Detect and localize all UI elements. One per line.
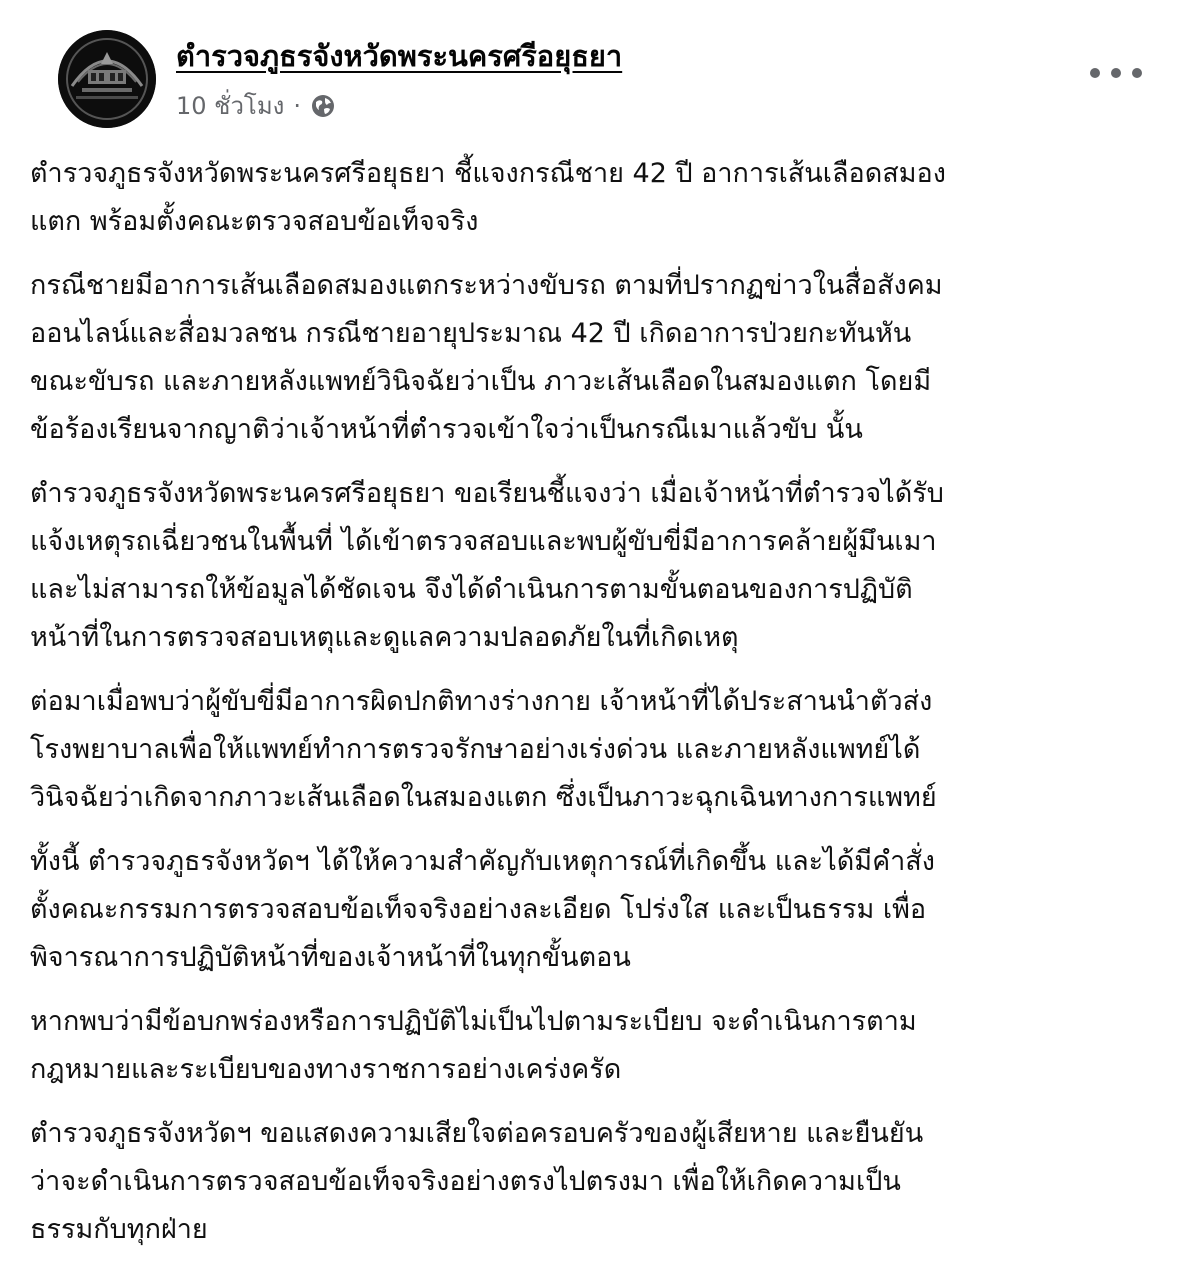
post-text-line: หากพบว่ามีข้อบกพร่องหรือการปฏิบัติไม่เป็นไปตามระเบียบ จะดำเนินการตาม	[30, 1006, 917, 1037]
avatar[interactable]	[58, 30, 156, 128]
post-text-line: ธรรมกับทุกฝ่าย	[30, 1214, 208, 1245]
post-paragraph	[30, 678, 1166, 822]
post-text-line: ข้อร้องเรียนจากญาติว่าเจ้าหน้าที่ตำรวจเข้าใจว่าเป็นกรณีเมาแล้วขับ นั้น	[30, 414, 863, 445]
post-text	[30, 150, 1166, 1254]
post-meta	[176, 86, 336, 125]
post-text-line: ขณะขับรถ และภายหลังแพทย์วินิจฉัยว่าเป็น ภาวะเส้นเลือดในสมองแตก โดยมี	[30, 366, 932, 397]
post-text-line: ตำรวจภูธรจังหวัดฯ ขอแสดงความเสียใจต่อครอบครัวของผู้เสียหาย และยืนยัน	[30, 1118, 924, 1149]
post-text-line: ทั้งนี้ ตำรวจภูธรจังหวัดฯ ได้ให้ความสำคัญกับเหตุการณ์ที่เกิดขึ้น และได้มีคำสั่ง	[30, 846, 935, 877]
more-options-button[interactable]	[1090, 56, 1142, 90]
post-text-line: หน้าที่ในการตรวจสอบเหตุและดูแลความปลอดภัยในที่เกิดเหตุ	[30, 622, 739, 653]
post-text-line: แจ้งเหตุรถเฉี่ยวชนในพื้นที่ ได้เข้าตรวจสอบและพบผู้ขับขี่มีอาการคล้ายผู้มึนเมา	[30, 526, 937, 557]
post-text-line: วินิจฉัยว่าเกิดจากภาวะเส้นเลือดในสมองแตก ซึ่งเป็นภาวะฉุกเฉินทางการแพทย์	[30, 782, 937, 813]
post-text-line: ตำรวจภูธรจังหวัดพระนครศรีอยุธยา ขอเรียนชี้แจงว่า เมื่อเจ้าหน้าที่ตำรวจได้รับ	[30, 478, 944, 509]
post-header	[30, 0, 1166, 150]
post-text-line: ตั้งคณะกรรมการตรวจสอบข้อเท็จจริงอย่างละเอียด โปร่งใส และเป็นธรรม เพื่อ	[30, 894, 927, 925]
post-paragraph	[30, 1110, 1166, 1254]
post-text-line: ออนไลน์และสื่อมวลชน กรณีชายอายุประมาณ 42 ปี เกิดอาการป่วยกะทันหัน	[30, 318, 912, 349]
post-timestamp[interactable]: 10 ชั่วโมง	[176, 92, 285, 120]
post-paragraph	[30, 838, 1166, 982]
post-text-line: ว่าจะดำเนินการตรวจสอบข้อเท็จจริงอย่างตรงไปตรงมา เพื่อให้เกิดความเป็น	[30, 1166, 901, 1197]
police-emblem-icon	[58, 30, 156, 128]
meta-separator: ·	[293, 91, 302, 120]
post-text-line: และไม่สามารถให้ข้อมูลได้ชัดเจน จึงได้ดำเนินการตามขั้นตอนของการปฏิบัติ	[30, 574, 913, 605]
post-text-line: ตำรวจภูธรจังหวัดพระนครศรีอยุธยา ชี้แจงกรณีชาย 42 ปี อาการเส้นเลือดสมอง	[30, 158, 946, 189]
post-paragraph	[30, 998, 1166, 1094]
more-options-icon	[1090, 68, 1100, 78]
post-text-line: แตก พร้อมตั้งคณะตรวจสอบข้อเท็จจริง	[30, 206, 479, 237]
post-text-line: โรงพยาบาลเพื่อให้แพทย์ทำการตรวจรักษาอย่างเร่งด่วน และภายหลังแพทย์ได้	[30, 734, 921, 765]
post-text-line: ต่อมาเมื่อพบว่าผู้ขับขี่มีอาการผิดปกติทางร่างกาย เจ้าหน้าที่ได้ประสานนำตัวส่ง	[30, 686, 933, 717]
post-paragraph	[30, 262, 1166, 454]
post-text-line: พิจารณาการปฏิบัติหน้าที่ของเจ้าหน้าที่ในทุกขั้นตอน	[30, 942, 631, 973]
post-paragraph	[30, 150, 1166, 246]
page-name-link[interactable]: ตำรวจภูธรจังหวัดพระนครศรีอยุธยา	[176, 39, 623, 73]
post-text-line: กรณีชายมีอาการเส้นเลือดสมองแตกระหว่างขับรถ ตามที่ปรากฏข่าวในสื่อสังคม	[30, 270, 943, 301]
more-options-icon	[1132, 68, 1142, 78]
post-paragraph	[30, 470, 1166, 662]
globe-icon[interactable]	[310, 93, 336, 119]
more-options-icon	[1111, 68, 1121, 78]
post-text-line: กฎหมายและระเบียบของทางราชการอย่างเคร่งครัด	[30, 1054, 622, 1085]
